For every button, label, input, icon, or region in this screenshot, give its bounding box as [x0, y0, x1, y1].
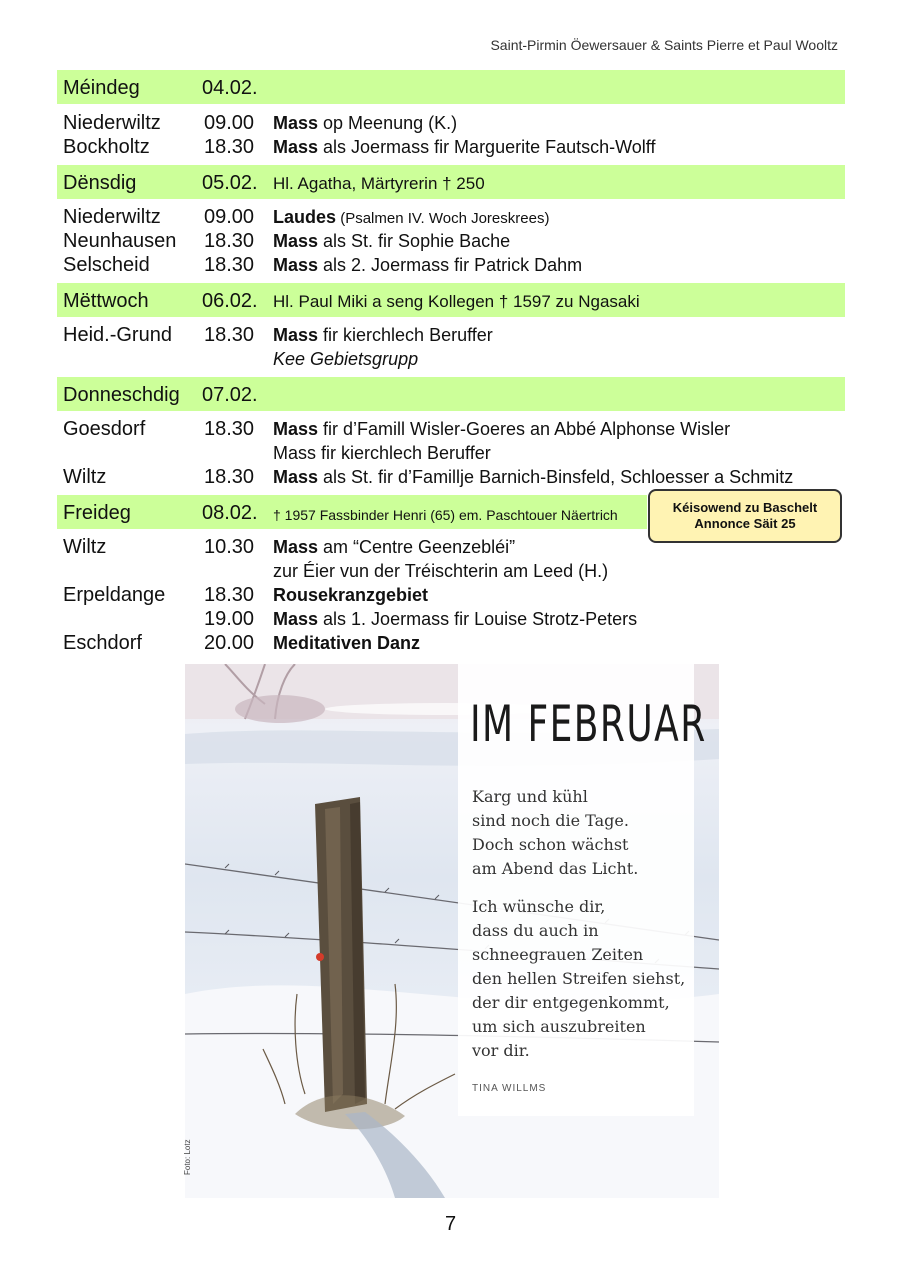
entry-detail: als St. fir Sophie Bache: [318, 231, 511, 251]
poem-author: TINA WILLMS: [472, 1083, 547, 1094]
poem-stanza: [472, 785, 692, 881]
entry-type: Mass: [273, 609, 319, 629]
entry-detail: Mass fir kierchlech Beruffer: [273, 443, 491, 463]
entry-time: 18.30: [204, 230, 255, 252]
entry-detail: als 1. Joermass fir Louise Strotz-Peters: [318, 609, 638, 629]
callout-line: Annonce Säit 25: [694, 516, 796, 531]
day-header: [57, 283, 845, 317]
entry-detail: als 2. Joermass fir Patrick Dahm: [318, 255, 583, 275]
entry-place: Goesdorf: [63, 418, 146, 440]
entry-type: Mass: [273, 231, 319, 251]
entry-type: Rousekranzgebiet: [273, 585, 429, 605]
entry-text: [273, 585, 428, 606]
entry-time: 18.30: [204, 136, 255, 158]
schedule-entry: [0, 206, 902, 230]
announcement-callout: [648, 489, 842, 543]
photo-credit: Foto: Lotz: [183, 1139, 192, 1175]
entry-text: [273, 325, 493, 346]
entry-detail: am “Centre Geenzebléi”: [318, 537, 516, 557]
entry-detail: fir kierchlech Beruffer: [318, 325, 493, 345]
entry-detail: als Joermass fir Marguerite Fautsch-Wolff: [318, 137, 656, 157]
entry-detail: op Meenung (K.): [318, 113, 458, 133]
day-date: 07.02.: [202, 384, 258, 406]
entry-text: [273, 113, 457, 134]
poem-line: den hellen Streifen siehst,: [472, 969, 686, 988]
entry-time: 09.00: [204, 112, 255, 134]
entry-time: 20.00: [204, 632, 255, 654]
entry-time: 18.30: [204, 418, 255, 440]
poem-line: Karg und kühl: [472, 787, 588, 806]
entry-note: Kee Gebietsgrupp: [273, 349, 419, 369]
entry-place: Wiltz: [63, 536, 107, 558]
day-header: [57, 70, 845, 104]
schedule-entry: [0, 536, 902, 560]
schedule-entry: [0, 348, 902, 372]
entry-type: Mass: [273, 467, 319, 487]
poem-line: um sich auszubreiten: [472, 1017, 646, 1036]
poem-title: IM FEBRUAR: [470, 695, 707, 753]
entry-place: Eschdorf: [63, 632, 142, 654]
entry-text: [273, 207, 549, 228]
schedule-entry: [0, 608, 902, 632]
schedule-entry: [0, 418, 902, 442]
page-header: Saint-Pirmin Öewersauer & Saints Pierre et Paul Wooltz: [490, 37, 838, 53]
schedule-entry: [0, 560, 902, 584]
entry-time: 18.30: [204, 324, 255, 346]
entry-type: Mass: [273, 137, 319, 157]
entry-place: Niederwiltz: [63, 206, 161, 228]
day-note: † 1957 Fassbinder Henri (65) em. Paschtouer Näertrich: [273, 507, 618, 523]
entry-time: 10.30: [204, 536, 255, 558]
entry-text: [273, 419, 730, 440]
entry-place: Neunhausen: [63, 230, 177, 252]
poem-line: Ich wünsche dir,: [472, 897, 606, 916]
poem-line: der dir entgegenkommt,: [472, 993, 670, 1012]
day-header: [57, 495, 647, 529]
day-name: Méindeg: [63, 77, 140, 99]
page-number: 7: [445, 1213, 457, 1235]
entry-time: 18.30: [204, 254, 255, 276]
entry-type: Meditativen Danz: [273, 633, 421, 653]
entry-time: 19.00: [204, 608, 255, 630]
day-date: 08.02.: [202, 502, 258, 524]
schedule-entry: [0, 442, 902, 466]
poem-line: Doch schon wächst: [472, 835, 629, 854]
entry-type: Mass: [273, 419, 319, 439]
day-header: [57, 377, 845, 411]
entry-text: [273, 137, 655, 158]
day-name: Freideg: [63, 502, 131, 524]
entry-text: [273, 231, 510, 252]
entry-text: [273, 633, 420, 654]
entry-type: Laudes: [273, 207, 337, 227]
schedule-entry: [0, 254, 902, 278]
day-note: Hl. Agatha, Märtyrerin † 250: [273, 174, 485, 193]
entry-type: Mass: [273, 113, 319, 133]
poem-line: vor dir.: [472, 1041, 530, 1060]
day-name: Mëttwoch: [63, 290, 149, 312]
poem-line: am Abend das Licht.: [472, 859, 639, 878]
entry-text: [273, 609, 637, 630]
entry-time: 09.00: [204, 206, 255, 228]
entry-text: [273, 537, 515, 558]
schedule-entry: [0, 324, 902, 348]
day-name: Donneschdig: [63, 384, 180, 406]
poem-line: dass du auch in: [472, 921, 599, 940]
entry-detail: fir d’Famill Wisler-Goeres an Abbé Alphonse Wisler: [318, 419, 731, 439]
entry-place: Niederwiltz: [63, 112, 161, 134]
entry-type: Mass: [273, 325, 319, 345]
poem-line: schneegrauen Zeiten: [472, 945, 644, 964]
entry-time: 18.30: [204, 466, 255, 488]
schedule-entry: [0, 112, 902, 136]
day-name: Dënsdig: [63, 172, 137, 194]
callout-line: Kéisowend zu Baschelt: [672, 500, 818, 515]
entry-place: Heid.-Grund: [63, 324, 172, 346]
day-date: 05.02.: [202, 172, 258, 194]
entry-text: [273, 467, 793, 488]
poem-stanza: [472, 895, 692, 1063]
entry-detail: als St. fir d’Famillje Barnich-Binsfeld, Schloesser a Schmitz: [318, 467, 794, 487]
day-date: 06.02.: [202, 290, 258, 312]
schedule-entry: [0, 632, 902, 656]
day-note: Hl. Paul Miki a seng Kollegen † 1597 zu Ngasaki: [273, 292, 640, 311]
day-header: [57, 165, 845, 199]
entry-detail: (Psalmen IV. Woch Joreskrees): [336, 210, 550, 227]
entry-type: Mass: [273, 537, 319, 557]
entry-place: Erpeldange: [63, 584, 166, 606]
entry-detail: zur Éier vun der Tréischterin am Leed (H.): [273, 561, 609, 581]
schedule-entry: [0, 584, 902, 608]
entry-place: Selscheid: [63, 254, 150, 276]
entry-type: Mass: [273, 255, 319, 275]
entry-time: 18.30: [204, 584, 255, 606]
entry-place: Wiltz: [63, 466, 107, 488]
schedule-entry: [0, 230, 902, 254]
schedule-entry: [0, 136, 902, 160]
entry-text: [273, 255, 582, 276]
schedule-entry: [0, 466, 902, 490]
poem-line: sind noch die Tage.: [472, 811, 629, 830]
day-date: 04.02.: [202, 77, 258, 99]
entry-place: Bockholtz: [63, 136, 150, 158]
